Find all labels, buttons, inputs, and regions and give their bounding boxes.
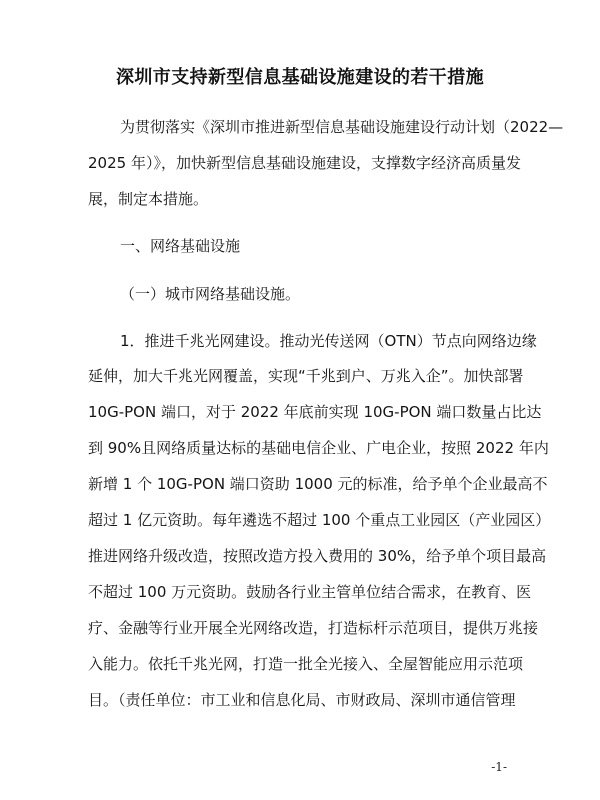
section-heading: 一、网络基础设施 bbox=[120, 237, 241, 255]
paragraph-line: 目。（责任单位：市工业和信息化局、市财政局、深圳市通信管理 bbox=[88, 691, 516, 709]
paragraph-line: 1．推进千兆光网建设。推动光传送网（OTN）节点向网络边缘 bbox=[120, 332, 537, 350]
paragraph-line: 延伸，加大千兆光网覆盖，实现“千兆到户、万兆入企”。加快部署 bbox=[88, 367, 524, 385]
paragraph-line: 入能力。依托千兆光网，打造一批全光接入、全屋智能应用示范项 bbox=[88, 655, 524, 673]
paragraph-line: 超过 1 亿元资助。每年遴选不超过 100 个重点工业园区（产业园区） bbox=[88, 511, 551, 529]
paragraph-line: 不超过 100 万元资助。鼓励各行业主管单位结合需求，在教育、医 bbox=[88, 583, 532, 601]
paragraph-line: 10G-PON 端口，对于 2022 年底前实现 10G-PON 端口数量占比达 bbox=[88, 403, 542, 421]
paragraph-line: 为贯彻落实《深圳市推进新型信息基础设施建设行动计划（2022— bbox=[120, 118, 564, 136]
paragraph-line: 新增 1 个 10G-PON 端口资助 1000 元的标准，给予单个企业最高不 bbox=[88, 475, 548, 493]
paragraph-line: 2025 年）》，加快新型信息基础设施建设，支撑数字经济高质量发 bbox=[88, 154, 521, 172]
subsection-heading: （一）城市网络基础设施。 bbox=[120, 285, 301, 303]
document-title: 深圳市支持新型信息基础设施建设的若干措施 bbox=[116, 67, 484, 88]
paragraph-line: 展，制定本措施。 bbox=[88, 190, 209, 208]
paragraph-line: 到 90%且网络质量达标的基础电信企业、广电企业，按照 2022 年内 bbox=[88, 439, 549, 457]
page-number: -1- bbox=[491, 760, 507, 774]
paragraph-line: 疗、金融等行业开展全光网络改造，打造标杆示范项目，提供万兆接 bbox=[88, 619, 539, 637]
paragraph-line: 推进网络升级改造，按照改造方投入费用的 30%，给予单个项目最高 bbox=[88, 547, 547, 565]
